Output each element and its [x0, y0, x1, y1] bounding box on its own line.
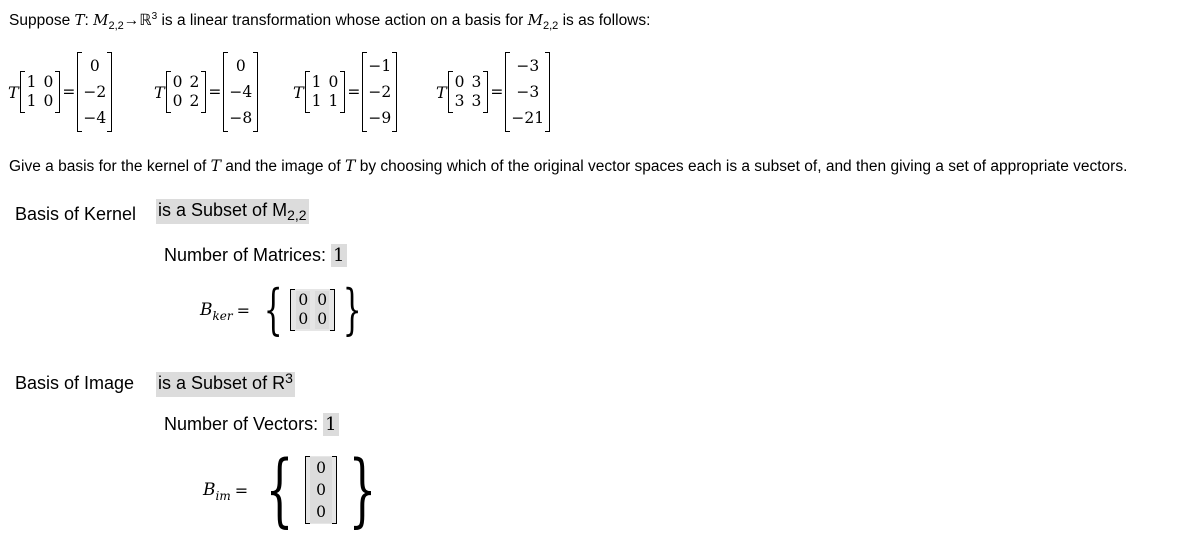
- vector-cell: −2: [368, 83, 392, 101]
- matrix-cell-input[interactable]: 0: [298, 310, 309, 328]
- instruction-part: by choosing which of the original vector spaces each is a subset of, and then giving a set of appropriate vectors.: [355, 158, 1128, 175]
- image-space-dropdown[interactable]: [156, 372, 295, 397]
- codomain-symbol: →ℝ: [123, 12, 152, 29]
- output-vector: [362, 52, 397, 132]
- transform-symbol: T: [210, 157, 221, 175]
- vector-cell: −1: [368, 57, 392, 75]
- matrix-cell: 2: [189, 92, 200, 110]
- instruction-part: and the image of: [220, 158, 346, 175]
- kernel-basis: [200, 278, 369, 341]
- vector-cell-input[interactable]: 0: [310, 457, 332, 479]
- equals-sign: =: [490, 83, 504, 101]
- dropdown-text: is a Subset of M: [158, 200, 288, 220]
- left-brace: {: [263, 278, 283, 341]
- equation-4: [436, 52, 550, 132]
- dropdown-subscript: 2,2: [287, 207, 307, 223]
- instruction-text: [9, 157, 1127, 176]
- equation-1: [8, 52, 112, 132]
- intro-end: is as follows:: [558, 12, 651, 29]
- matrix-cell: 0: [43, 73, 54, 91]
- matrix-cell: 1: [311, 73, 322, 91]
- matrix-cell: 0: [454, 73, 465, 91]
- kernel-count-input[interactable]: 1: [333, 245, 345, 266]
- vector-cell: 0: [235, 57, 246, 75]
- basis-subscript: im: [215, 489, 231, 503]
- matrix-cell: 1: [26, 73, 37, 91]
- intro-body: is a linear transformation whose action on a basis for: [157, 12, 528, 29]
- codomain-superscript: 3: [151, 11, 158, 22]
- equation-2: [154, 52, 258, 132]
- image-count-input[interactable]: 1: [325, 414, 337, 435]
- matrix-cell: 1: [311, 92, 322, 110]
- vector-cell: −3: [516, 57, 540, 75]
- instruction-part: Give a basis for the kernel of: [9, 158, 211, 175]
- image-count-row: [164, 414, 339, 435]
- basis-symbol: B: [200, 300, 213, 320]
- matrix-cell: 1: [328, 92, 339, 110]
- basis-symbol: B: [203, 480, 216, 500]
- matrix-cell: 0: [328, 73, 339, 91]
- input-matrix: [166, 71, 207, 113]
- kernel-count-label: Number of Matrices:: [164, 245, 332, 265]
- equation-3: [293, 52, 397, 132]
- matrix-cell: 0: [172, 73, 183, 91]
- problem-intro: [9, 11, 650, 30]
- vector-cell: −3: [516, 83, 540, 101]
- matrix-cell: 0: [43, 92, 54, 110]
- intro-text: Suppose: [9, 12, 75, 29]
- vector-cell: −9: [368, 109, 392, 127]
- vector-cell: −4: [229, 83, 253, 101]
- transform-symbol: T: [74, 11, 85, 29]
- vector-cell: −21: [511, 109, 545, 127]
- matrix-cell-input[interactable]: 0: [298, 291, 309, 309]
- equals-sign: =: [347, 83, 361, 101]
- kernel-label: Basis of Kernel: [15, 204, 137, 224]
- right-brace: }: [342, 278, 362, 341]
- dropdown-text: is a Subset of R: [158, 373, 286, 393]
- matrix-cell: 3: [471, 73, 482, 91]
- transform-symbol: T: [293, 82, 304, 102]
- output-vector: [223, 52, 258, 132]
- input-matrix: [305, 71, 346, 113]
- equals-sign: =: [234, 480, 249, 500]
- image-basis: [203, 443, 388, 536]
- input-matrix: [448, 71, 489, 113]
- vector-cell-input[interactable]: 0: [310, 501, 332, 523]
- dropdown-superscript: 3: [285, 370, 293, 386]
- kernel-count-row: [164, 245, 347, 266]
- matrix-cell: 3: [454, 92, 465, 110]
- basis-subscript: ker: [212, 309, 233, 323]
- matrix-cell: 2: [189, 73, 200, 91]
- transform-symbol: T: [436, 82, 447, 102]
- left-brace: {: [265, 443, 294, 536]
- transform-symbol: T: [345, 157, 356, 175]
- input-matrix: [20, 71, 61, 113]
- transform-symbol: T: [154, 82, 165, 102]
- matrix-cell: 1: [26, 92, 37, 110]
- vector-cell: −2: [83, 83, 107, 101]
- right-brace: }: [348, 443, 377, 536]
- domain-symbol: M: [93, 11, 109, 29]
- transform-symbol: T: [8, 82, 19, 102]
- vector-cell: −4: [83, 109, 107, 127]
- kernel-matrix: [290, 289, 335, 331]
- matrix-cell-input[interactable]: 0: [317, 291, 328, 309]
- image-count-label: Number of Vectors:: [164, 414, 324, 434]
- image-vector: [305, 456, 337, 524]
- matrix-cell: 3: [471, 92, 482, 110]
- domain-symbol-2: M: [527, 11, 543, 29]
- vector-cell: −8: [229, 109, 253, 127]
- matrix-cell: 0: [172, 92, 183, 110]
- domain-subscript-2: 2,2: [542, 20, 559, 32]
- domain-subscript: 2,2: [108, 20, 124, 32]
- image-label: Basis of Image: [15, 373, 135, 393]
- equals-sign: =: [62, 83, 76, 101]
- matrix-cell-input[interactable]: 0: [317, 310, 328, 328]
- vector-cell-input[interactable]: 0: [310, 479, 332, 501]
- output-vector: [77, 52, 112, 132]
- vector-cell: 0: [89, 57, 100, 75]
- equals-sign: =: [208, 83, 222, 101]
- kernel-space-dropdown[interactable]: [156, 199, 309, 224]
- intro-colon: :: [84, 12, 94, 29]
- equals-sign: =: [236, 300, 251, 320]
- output-vector: [505, 52, 550, 132]
